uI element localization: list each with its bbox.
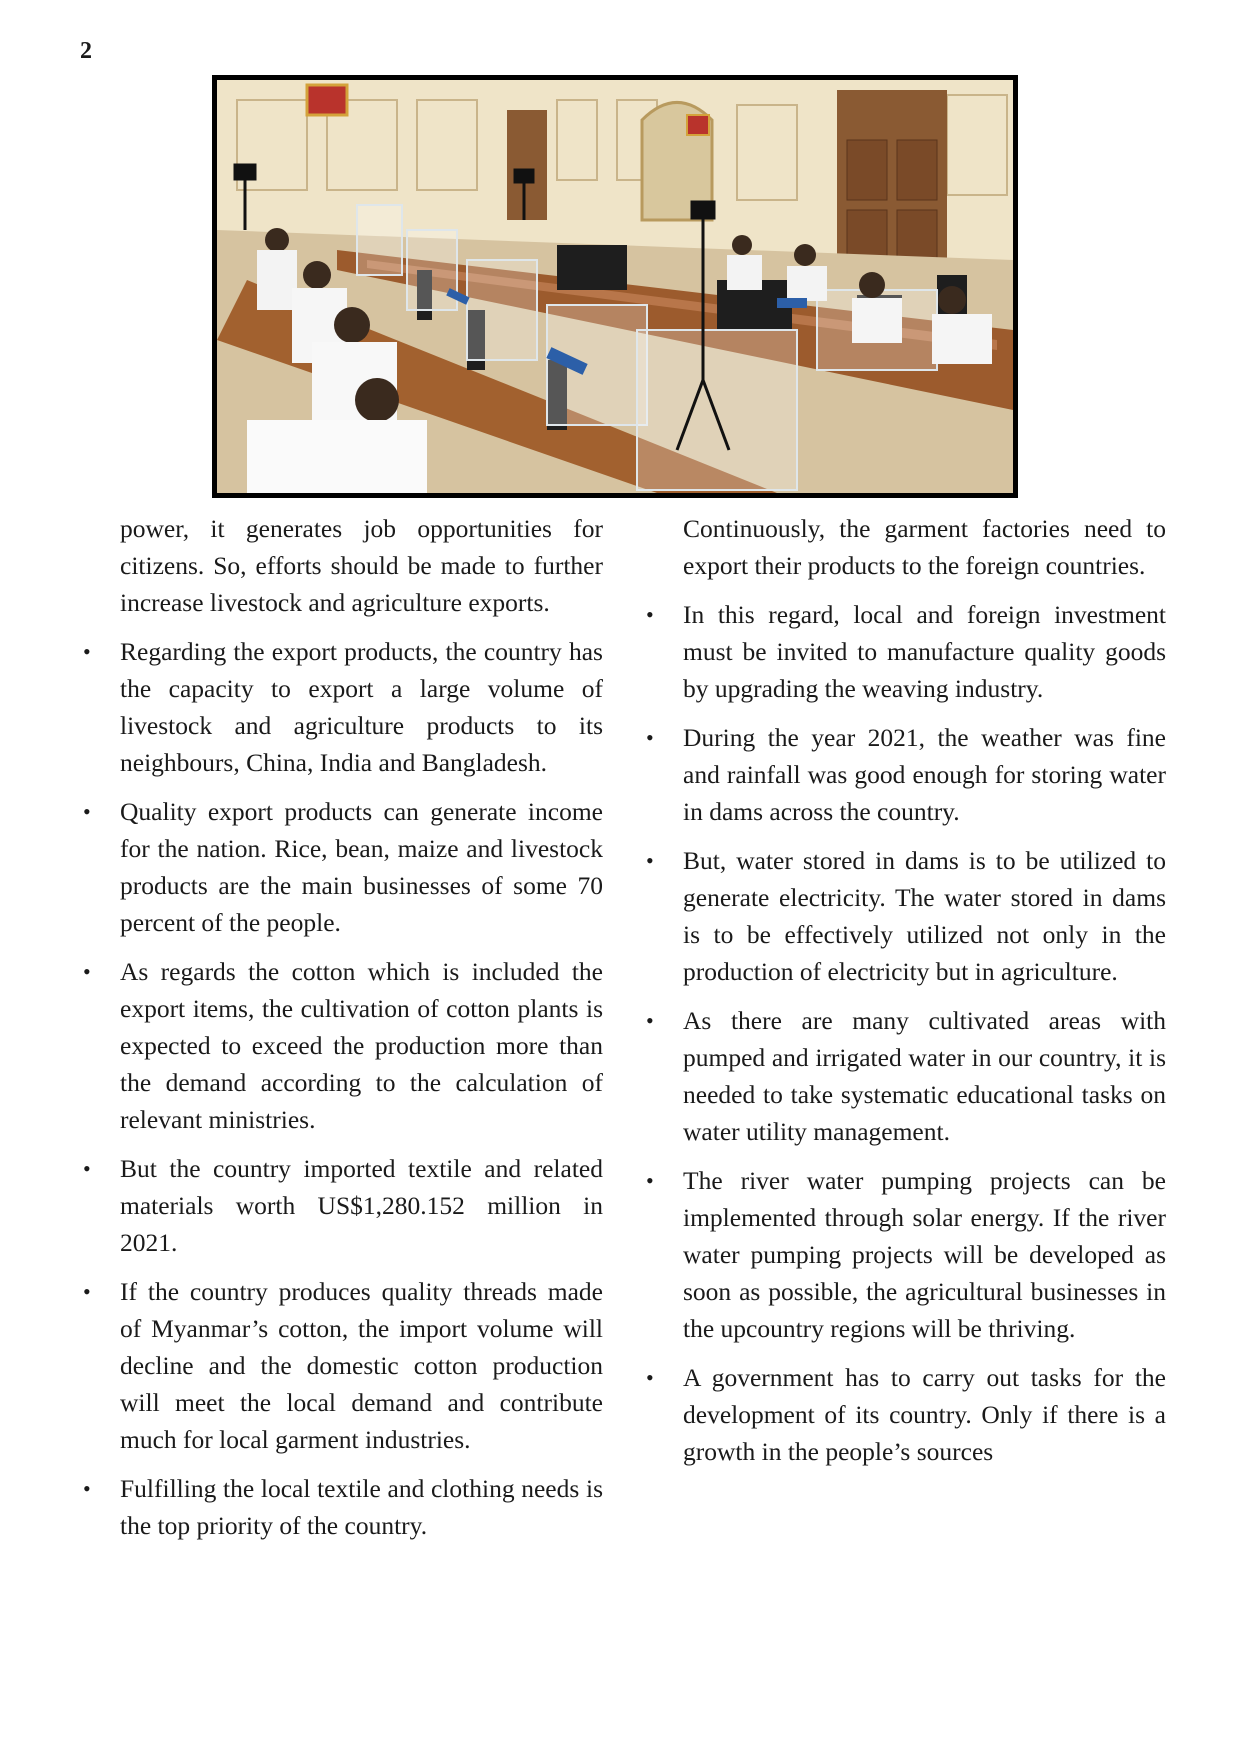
left-bullet-item — [83, 1273, 603, 1458]
page-number: 2 — [80, 38, 92, 64]
left-column — [83, 510, 603, 1556]
right-bullet-item — [646, 1002, 1166, 1150]
right-bullet-text: During the year 2021, the weather was fine and rainfall was good enough for storing water in dams across the country. — [683, 723, 1166, 826]
left-bullet-text: As regards the cotton which is included the export items, the cultivation of cotton plants is expected to exceed the production more than the demand according to the calculation of relevant ministries. — [120, 957, 603, 1134]
right-bullet-item — [646, 842, 1166, 990]
right-bullet-text: As there are many cultivated areas with pumped and irrigated water in our country, it is needed to take systematic educational tasks on water utility management. — [683, 1006, 1166, 1146]
right-bullet-item — [646, 1162, 1166, 1347]
left-bullet-text: Regarding the export products, the country has the capacity to export a large volume of livestock and agriculture products to its neighbours, China, India and Bangladesh. — [120, 637, 603, 777]
left-bullet-item — [83, 1150, 603, 1261]
right-lead-paragraph: Continuously, the garment factories need to export their products to the foreign countries. — [683, 514, 1166, 580]
left-bullet-item — [83, 953, 603, 1138]
left-bullet-text: But the country imported textile and related materials worth US$1,280.152 million in 2021. — [120, 1154, 603, 1257]
right-bullet-item — [646, 719, 1166, 830]
right-bullet-text: But, water stored in dams is to be utilized to generate electricity. The water stored in dams is to be effectively utilized not only in the production of electricity but in agriculture. — [683, 846, 1166, 986]
right-bullet-item — [646, 1359, 1166, 1470]
bullet-icon: • — [83, 639, 91, 664]
bullet-icon: • — [646, 1365, 654, 1390]
right-column — [646, 510, 1166, 1482]
bullet-icon: • — [83, 959, 91, 984]
right-bullet-item — [646, 596, 1166, 707]
meeting-photo — [212, 75, 1018, 498]
left-lead-paragraph: power, it generates job opportunities for citizens. So, efforts should be made to further increase livestock and agriculture exports. — [120, 514, 603, 617]
bullet-icon: • — [83, 1476, 91, 1501]
left-bullet-item — [83, 1470, 603, 1544]
left-bullet-item — [83, 633, 603, 781]
right-bullet-text: In this regard, local and foreign investment must be invited to manufacture quality goods by upgrading the weaving industry. — [683, 600, 1166, 703]
bullet-icon: • — [83, 799, 91, 824]
left-bullet-item — [83, 793, 603, 941]
left-bullet-text: Quality export products can generate income for the nation. Rice, bean, maize and livestock products are the main businesses of some 70 percent of the people. — [120, 797, 603, 937]
bullet-icon: • — [646, 848, 654, 873]
right-bullet-text: The river water pumping projects can be implemented through solar energy. If the river water pumping projects will be developed as soon as possible, the agricultural businesses in the upcountry regions will be thriving. — [683, 1166, 1166, 1343]
bullet-icon: • — [646, 725, 654, 750]
right-bullet-text: A government has to carry out tasks for the development of its country. Only if there is a growth in the people’s sources — [683, 1363, 1166, 1466]
bullet-icon: • — [646, 1008, 654, 1033]
bullet-icon: • — [646, 1168, 654, 1193]
left-bullet-text: If the country produces quality threads made of Myanmar’s cotton, the import volume will decline and the domestic cotton production will meet the local demand and contribute much for local garment industries. — [120, 1277, 603, 1454]
meeting-photo-illustration — [217, 80, 1013, 493]
bullet-icon: • — [83, 1279, 91, 1304]
bullet-icon: • — [83, 1156, 91, 1181]
left-bullet-text: Fulfilling the local textile and clothing needs is the top priority of the country. — [120, 1474, 603, 1540]
bullet-icon: • — [646, 602, 654, 627]
